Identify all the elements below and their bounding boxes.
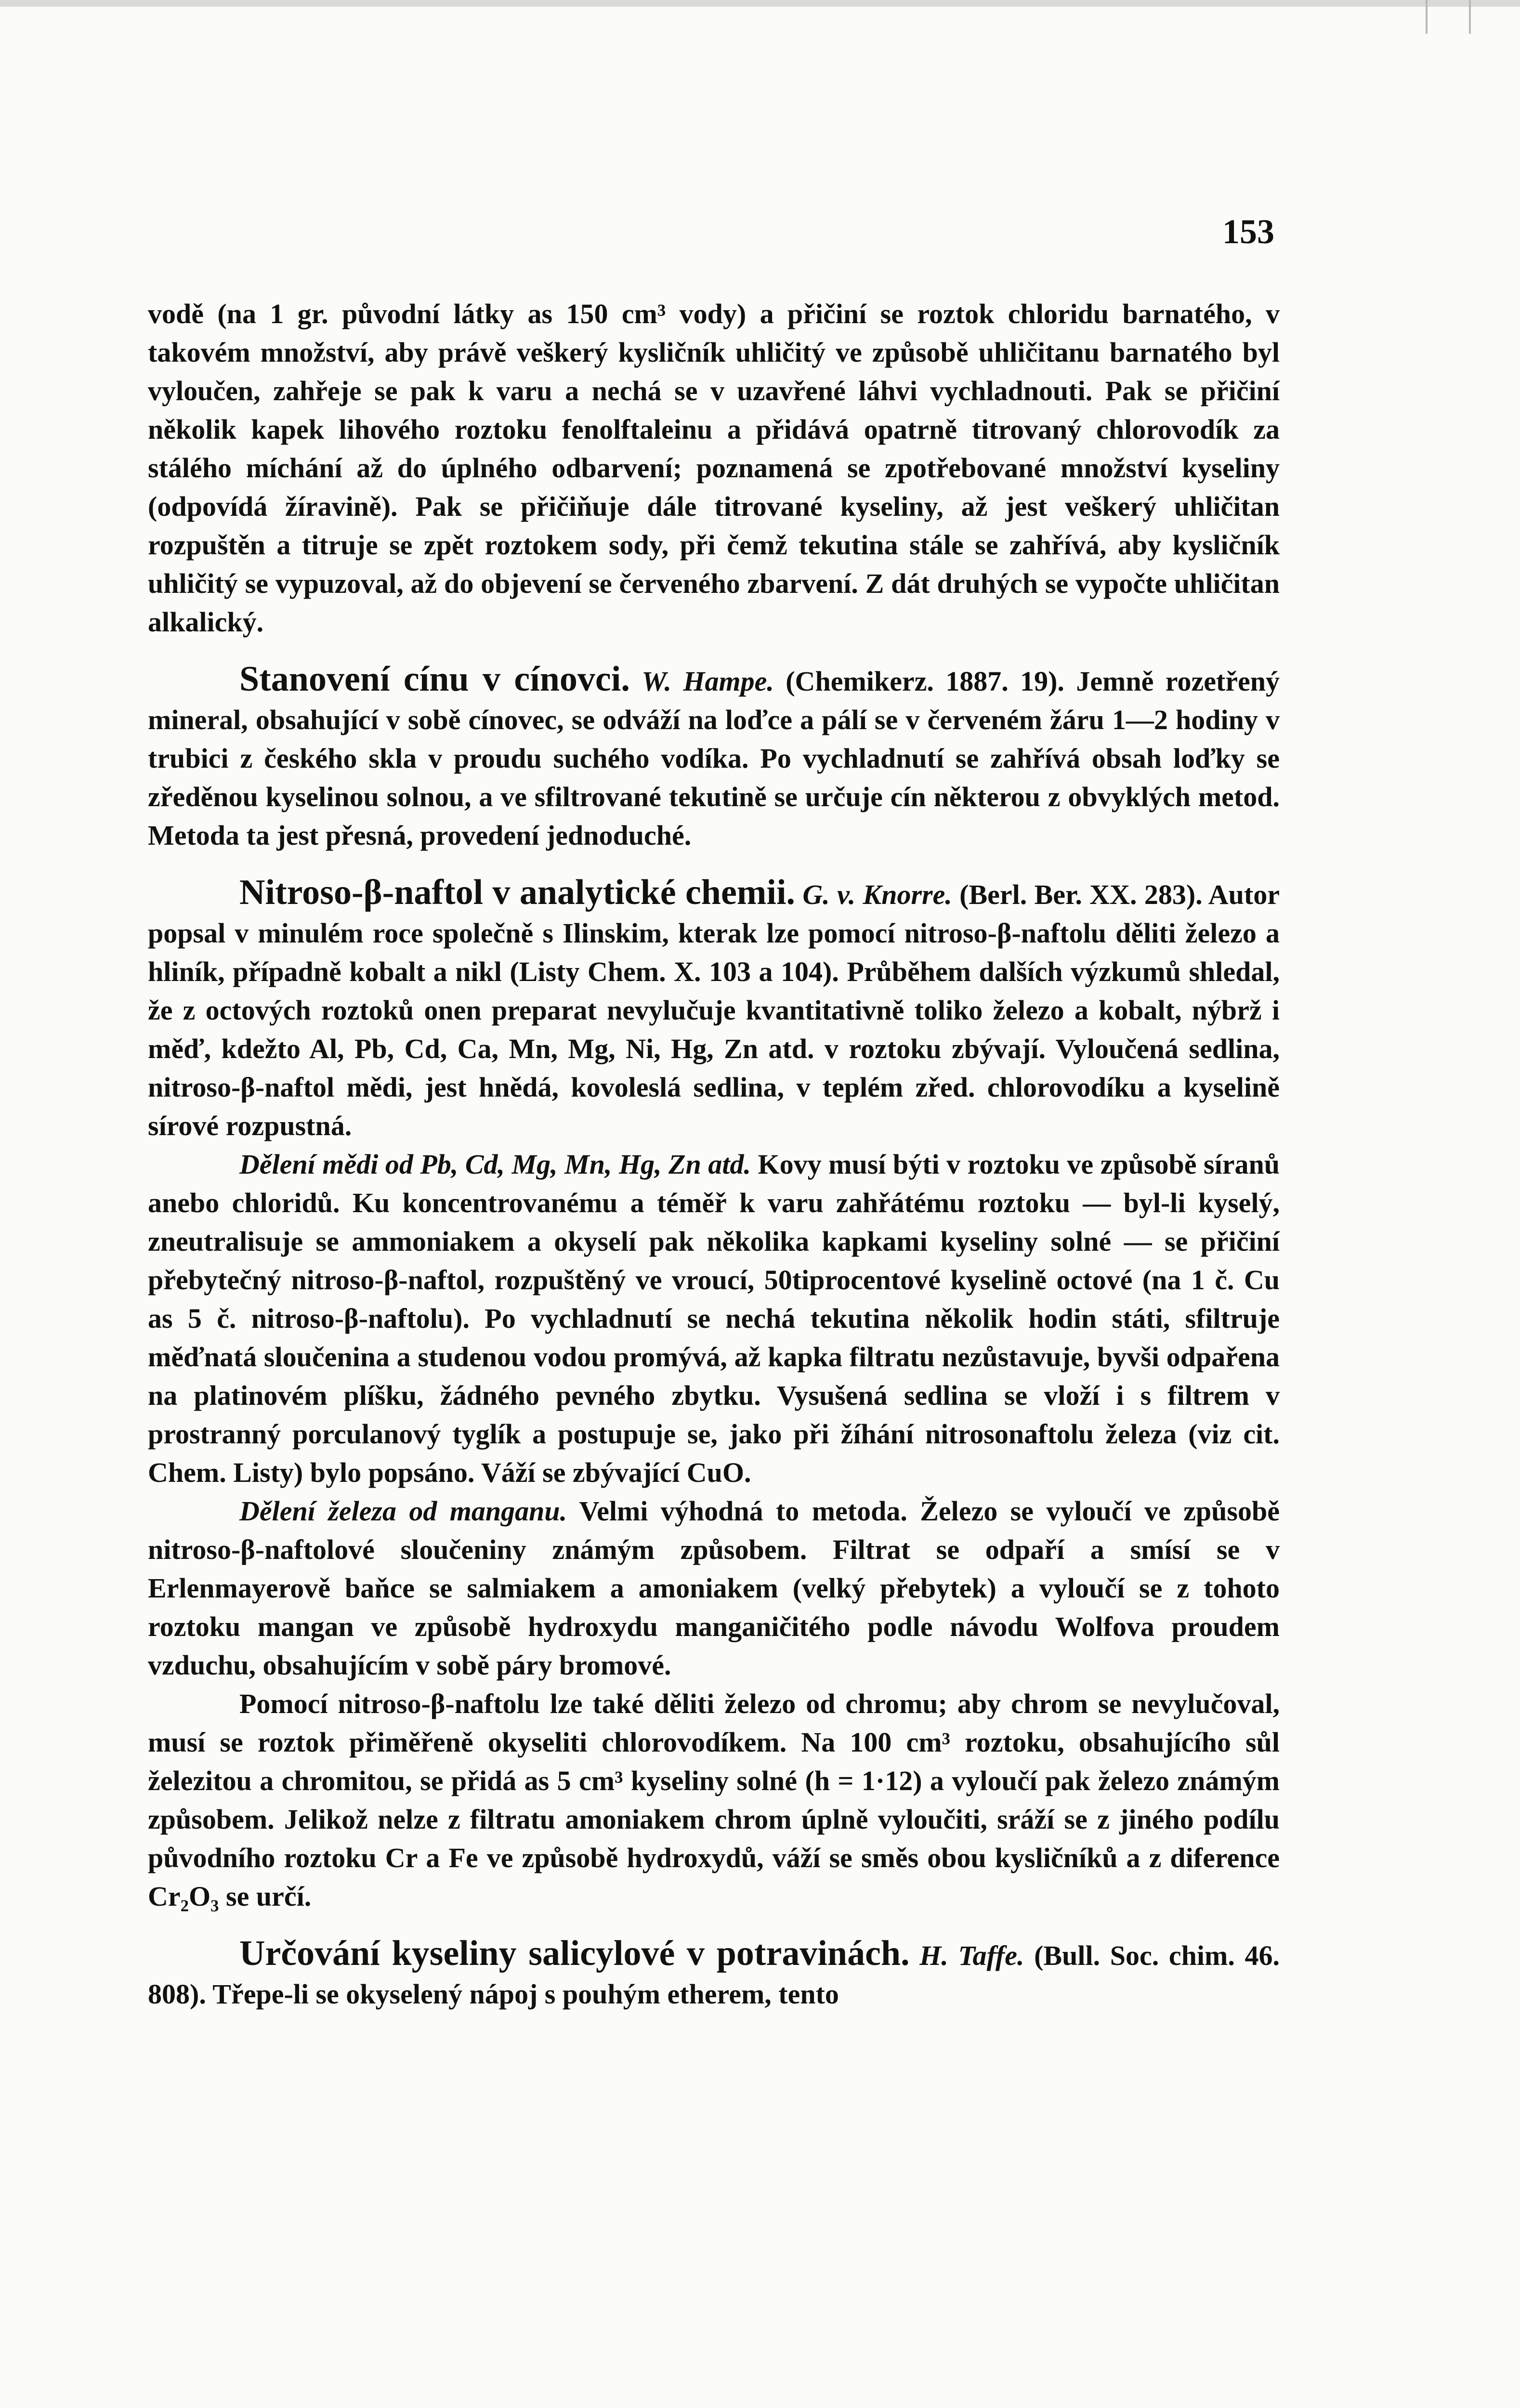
page-body: [148, 295, 1280, 2014]
section-author: G. v. Knorre.: [802, 879, 952, 910]
subsection-lead: Dělení mědi od Pb, Cd, Mg, Mn, Hg, Zn atd.: [239, 1149, 751, 1180]
subsection-text: Velmi výhodná to metoda. Železo se vyloučí ve způsobě nitroso-β-naftolové sloučeniny známým způsobem. Filtrat se odpaří a smísí se v Erlenmayerově baňce se salmiakem a amoniakem (velký přebytek) a vyloučí se z tohoto roztoku mangan ve způsobě hydroxydu manganičitého podle návodu Wolfova proudem vzduchu, obsahujícím v sobě páry bromové.: [148, 1495, 1280, 1681]
scan-edge-mark: [1426, 0, 1428, 34]
section-heading: Nitroso-β-naftol v analytické chemii.: [239, 873, 796, 912]
paragraph-continuation: vodě (na 1 gr. původní látky as 150 cm³ vody) a přičiní se roztok chloridu barnatého, v takovém množství, aby právě veškerý kysličník uhličitý ve způsobě uhličitanu barnatého byl vyloučen, zahřeje se pak k varu a nechá se v uzavřené láhvi vychladnouti. Pak se přičiní několik kapek lihového roztoku fenolftaleinu a přidává opatrně titrovaný chlorovodík za stálého míchání až do úplného odbarvení; poznamená se zpotřebované množství kyseliny (odpovídá žíravině). Pak se přičiňuje dále titrované kyseliny, až jest veškerý uhličitan rozpuštěn a titruje se zpět roztokem sody, při čemž tekutina stále se zahřívá, aby kysličník uhličitý se vypuzoval, až do objevení se červeného zbarvení. Z dát druhých se vypočte uhličitan alkalický.: [148, 298, 1280, 638]
subsection-text: Kovy musí býti v roztoku ve způsobě síranů anebo chloridů. Ku koncentrovanému a téměř k varu zahřátému roztoku — byl-li kyselý, zneutralisuje se ammoniakem a okyselí pak několika kapkami kyseliny solné — se přičiní přebytečný nitroso-β-naftol, rozpuštěný ve vroucí, 50tiprocentové kyselině octové (na 1 č. Cu as 5 č. nitroso-β-naftolu). Po vychladnutí se nechá tekutina několik hodin státi, sfiltruje měďnatá sloučenina a studenou vodou promývá, až kapka filtratu nezůstavuje, byvši odpařena na platinovém plíšku, žádného pevného zbytku. Vysušená sedlina se vloží i s filtrem v prostranný porculanový tyglík a postupuje se, jako při žíhání nitrosonaftolu železa (viz cit. Chem. Listy) bylo popsáno. Váží se zbývající CuO.: [148, 1149, 1280, 1488]
scan-top-edge: [0, 0, 1520, 7]
section-nitroso: [148, 873, 1280, 1145]
section-tin: [148, 660, 1280, 855]
section-salicylic: [148, 1934, 1280, 2014]
section-heading: Stanovení cínu v cínovci.: [239, 659, 630, 699]
scan-edge-mark: [1469, 0, 1471, 34]
subsection-iron: [148, 1492, 1280, 1685]
section-author: W. Hampe.: [642, 666, 774, 697]
section-heading: Určování kyseliny salicylové v potravinách.: [239, 1934, 910, 1973]
subsection-lead: Dělení železa od manganu.: [239, 1495, 567, 1527]
page-number: 153: [1222, 212, 1274, 251]
section-text: (Berl. Ber. XX. 283). Autor popsal v minulém roce společně s Ilinskim, kterak lze pomocí nitroso-β-naftolu děliti železo a hliník, případně kobalt a nikl (Listy Chem. X. 103 a 104). Průběhem dalších výzkumů shledal, že z octových roztoků onen preparat nevylučuje kvantitativně toliko železo a kobalt, nýbrž i měď, kdežto Al, Pb, Cd, Ca, Mn, Mg, Ni, Hg, Zn atd. v roztoku zbývají. Vyloučená sedlina, nitroso-β-naftol mědi, jest hnědá, kovoleslá sedlina, v teplém zřed. chlorovodíku a kyselině sírové rozpustná.: [148, 879, 1280, 1141]
paragraph-chromium: Pomocí nitroso-β-naftolu lze také děliti železo od chromu; aby chrom se nevylučoval, musí se roztok přiměřeně okyseliti chlorovodíkem. Na 100 cm³ roztoku, obsahujícího sůl železitou a chromitou, se přidá as 5 cm³ kyseliny solné (h = 1·12) a vyloučí pak železo známým způsobem. Jelikož nelze z filtratu amoniakem chrom úplně vyloučiti, sráží se z jiného podílu původního roztoku Cr a Fe ve způsobě hydroxydů, váží se směs obou kysličníků a z diference Cr₂O₃ se určí.: [148, 1688, 1280, 1912]
section-text: (Chemikerz. 1887. 19). Jemně rozetřený mineral, obsahující v sobě cínovec, se odváží na loďce a pálí se v červeném žáru 1—2 hodiny v trubici z českého skla v proudu suchého vodíka. Po vychladnutí se zahřívá obsah loďky se zředěnou kyselinou solnou, a ve sfiltrované tekutině se určuje cín některou z obvyklých metod. Metoda ta jest přesná, provedení jednoduché.: [148, 666, 1280, 851]
section-author: H. Taffe.: [919, 1940, 1024, 1971]
section-text: (Bull. Soc. chim. 46. 808). Třepe-li se okyselený nápoj s pouhým etherem, tento: [148, 1940, 1280, 2010]
subsection-copper: [148, 1145, 1280, 1492]
